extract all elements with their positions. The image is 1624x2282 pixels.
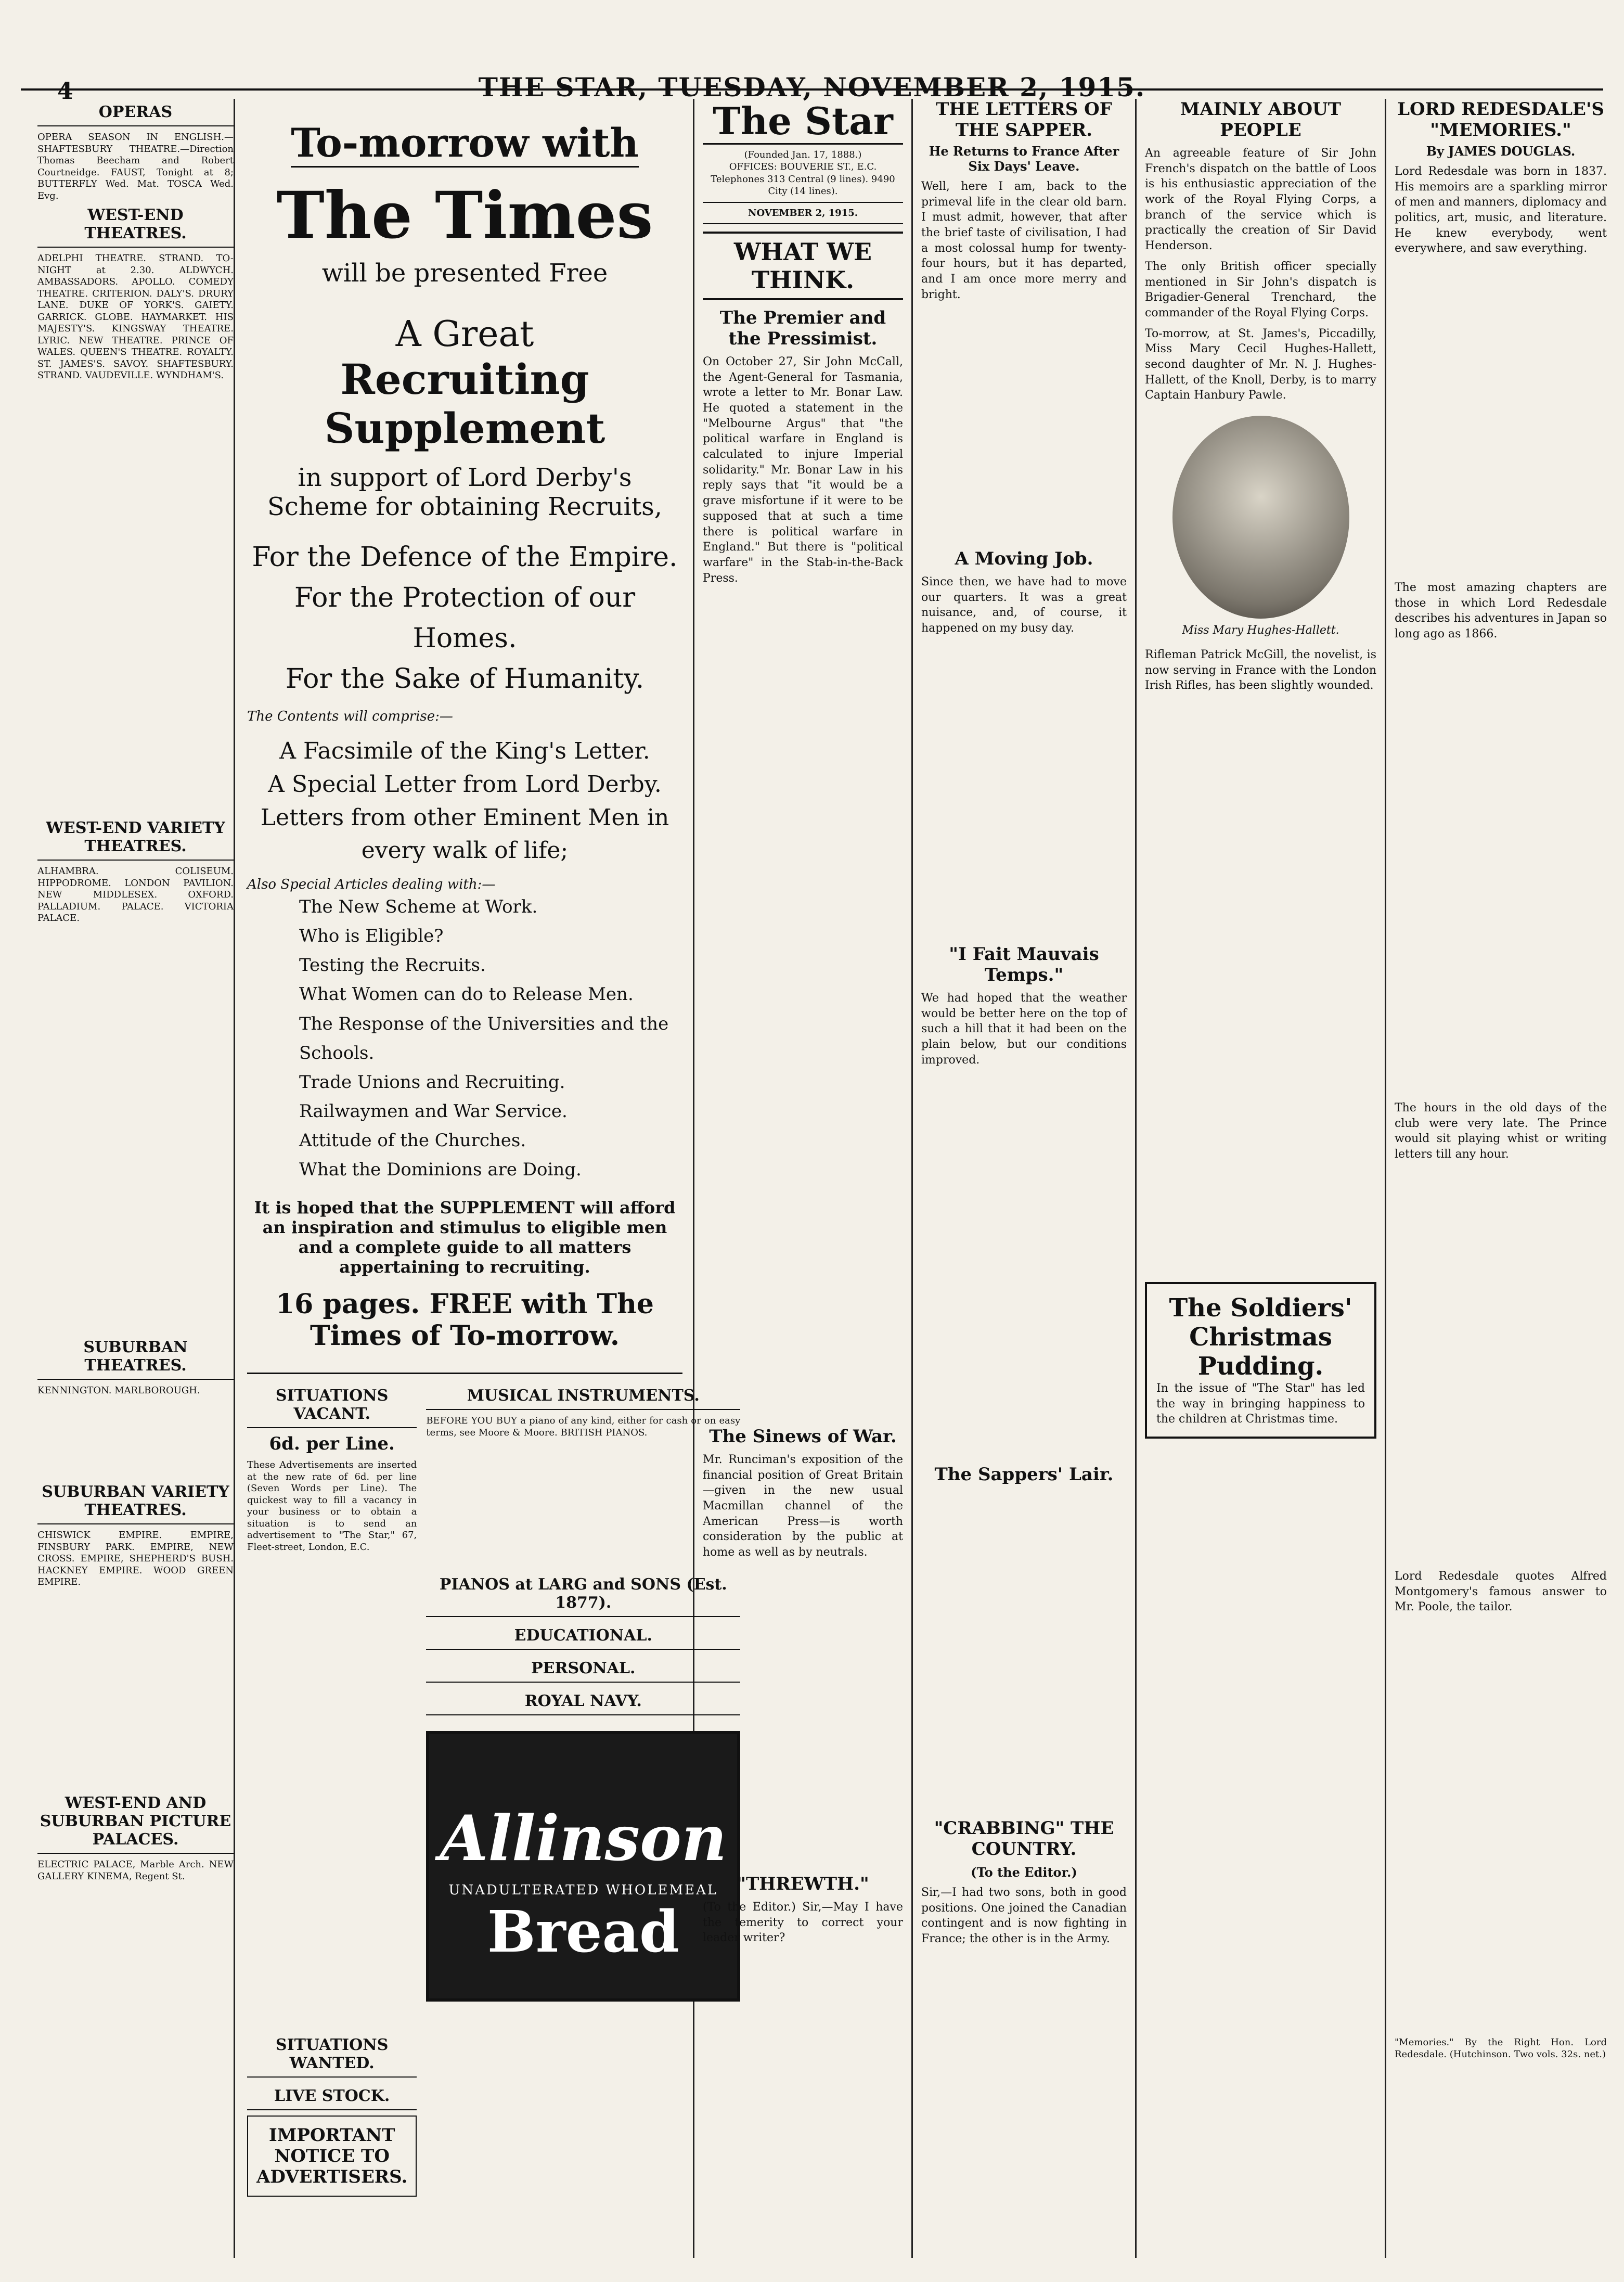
redesdale-title: LORD REDESDALE'S "MEMORIES." xyxy=(1397,99,1604,140)
situations-column xyxy=(247,1382,417,2202)
portrait-image xyxy=(1172,416,1349,619)
moving-job-heading: A Moving Job. xyxy=(955,548,1093,569)
for-line: For the Defence of the Empire. xyxy=(252,542,678,573)
sapper-column xyxy=(913,99,1137,2258)
moving-job-body: Since then, we have had to move our quarters. It was a great nuisance, and, of course, it happened on my busy day. xyxy=(921,575,1127,635)
pudding-title: The Soldiers' Christmas Pudding. xyxy=(1169,1293,1352,1381)
for-lines xyxy=(247,537,682,699)
contents-label: The Contents will comprise:— xyxy=(247,709,453,724)
mauvais-temps-body: We had hoped that the weather would be better here on the top of such a hill that it had been on the plain below, but our conditions improved. xyxy=(921,992,1127,1067)
allinson-bread-advert xyxy=(426,1731,740,2002)
crabbing-body: Sir,—I had two sons, both in good positions. One joined the Canadian contingent and is now fighting in France; the other is in the Army. xyxy=(921,1886,1127,1946)
pages-line: 16 pages. FREE with The Times of To-morrow. xyxy=(276,1288,654,1352)
offices: OFFICES: BOUVERIE ST., E.C. xyxy=(729,161,877,173)
misc-classifieds-column xyxy=(426,1382,740,2202)
sappers-lair-space xyxy=(921,1490,1127,1813)
portrait-caption: Miss Mary Hughes-Hallett. xyxy=(1182,624,1339,637)
times-advert xyxy=(247,99,682,1352)
contents-item: Letters from other Eminent Men in every walk of life; xyxy=(260,804,669,864)
pictures-text: ELECTRIC PALACE, Marble Arch. NEW GALLERY KINEMA, Regent St. xyxy=(37,1859,234,1882)
live-stock-heading: LIVE STOCK. xyxy=(247,2083,417,2110)
article-item: Trade Unions and Recruiting. xyxy=(299,1071,565,1093)
contents-item: A Facsimile of the King's Letter. xyxy=(279,738,650,764)
tomorrow-with: To-morrow with xyxy=(291,120,639,168)
mauvais-temps-heading: "I Fait Mauvais Temps." xyxy=(949,944,1099,985)
educational-heading: EDUCATIONAL. xyxy=(426,1622,740,1650)
sinews-subheading: The Sinews of War. xyxy=(709,1426,897,1447)
crabbing-heading: "CRABBING" THE COUNTRY. xyxy=(934,1818,1114,1860)
for-line: For the Sake of Humanity. xyxy=(285,663,645,695)
musical-text: BEFORE YOU BUY a piano of any kind, either for cash or on easy terms, see Moore & Moore. BRITISH PIANOS. xyxy=(426,1415,741,1438)
contents-list xyxy=(247,735,682,867)
situations-heading: SITUATIONS VACANT. xyxy=(247,1382,417,1428)
redesdale-column xyxy=(1386,99,1615,2258)
recruiting-supplement: Recruiting Supplement xyxy=(324,355,605,453)
what-we-think-heading: WHAT WE THINK. xyxy=(703,232,903,300)
classifieds xyxy=(247,1373,741,2202)
article-item: Testing the Recruits. xyxy=(299,955,486,976)
personal-heading: PERSONAL. xyxy=(426,1655,740,1683)
articles-list xyxy=(247,892,682,1184)
suburban-variety-heading: SUBURBAN VARIETY THEATRES. xyxy=(37,1479,234,1524)
redesdale-body-4: Lord Redesdale quotes Alfred Montgomery's famous answer to Mr. Poole, the tailor. xyxy=(1395,1570,1607,1614)
christmas-pudding-box xyxy=(1145,1282,1376,1439)
suburban-heading: SUBURBAN THEATRES. xyxy=(37,1334,234,1380)
founded: (Founded Jan. 17, 1888.) xyxy=(744,149,862,160)
article-item: Attitude of the Churches. xyxy=(299,1130,526,1151)
allinson-sub: UNADULTERATED WHOLEMEAL xyxy=(448,1882,718,1899)
star-info xyxy=(703,145,903,203)
pianos-heading: PIANOS at LARG and SONS (Est. 1877). xyxy=(426,1571,740,1617)
threwth-heading: "THREWTH." xyxy=(737,1873,869,1894)
page-number: 4 xyxy=(57,78,73,105)
redesdale-body-3: The hours in the old days of the club were very late. The Prince would sit playing whist or writing letters till any hour. xyxy=(1395,1101,1607,1161)
also-label: Also Special Articles dealing with:— xyxy=(247,877,496,893)
telephones: Telephones 313 Central (9 lines). 9490 City (14 lines). xyxy=(711,173,895,197)
people-body-4: Rifleman Patrick McGill, the novelist, is now serving in France with the London Irish Rifles, has been slightly wounded. xyxy=(1145,648,1376,693)
support-line: in support of Lord Derby's Scheme for obtaining Recruits, xyxy=(267,463,662,521)
people-body-2: The only British officer specially mentioned in Sir John's dispatch is Brigadier-General Trenchard, the commander of the Royal Flying Corps. xyxy=(1145,260,1376,319)
sapper-body: Well, here I am, back to the primeval life in the clear old barn. I must admit, however, that after the brief taste of civilisation, I had a most colossal hump for twenty-four hours, but it has departed, and I am once more merry and bright. xyxy=(921,180,1127,301)
musical-heading: MUSICAL INSTRUMENTS. xyxy=(426,1382,740,1410)
for-line: For the Protection of our Homes. xyxy=(294,582,636,654)
operas-heading: OPERAS xyxy=(37,99,234,126)
situations-text: These Advertisements are inserted at the new rate of 6d. per line (Seven Words per Line). The quickest way to fill a vacancy in your business or to obtain a situation is to send an advertisement to "The Star," 67, Fleet-street, London, E.C. xyxy=(247,1459,417,1553)
redesdale-body-1: Lord Redesdale was born in 1837. His memoirs are a sparkling mirror of men and manners, diplomacy and politics, art, music, and literature. He knew everybody, went everywhere, and saw everything. xyxy=(1395,165,1607,255)
times-advert-column xyxy=(237,99,741,2258)
pudding-body: In the issue of "The Star" has led the way in bringing happiness to the children at Christmas time. xyxy=(1156,1382,1365,1426)
important-notice: IMPORTANT NOTICE TO ADVERTISERS. xyxy=(247,2116,417,2197)
star-logo: The Star xyxy=(703,99,903,145)
allinson-bread: Bread xyxy=(487,1898,679,1966)
threwth-body: (To the Editor.) Sir,—May I have the temerity to correct your leader writer? xyxy=(703,1900,903,1945)
article-item: Who is Eligible? xyxy=(299,926,444,947)
theatre-listings-column xyxy=(37,99,235,2258)
people-body-3: To-morrow, at St. James's, Piccadilly, Miss Mary Cecil Hughes-Hallett, second daughter of Mr. N. J. Hughes-Hallett, of the Knoll, Derby, is to marry Captain Hanbury Pawle. xyxy=(1145,327,1376,402)
crabbing-subheading: (To the Editor.) xyxy=(971,1865,1077,1880)
masthead-title: THE STAR, TUESDAY, NOVEMBER 2, 1915. xyxy=(478,72,1146,102)
editorial-column xyxy=(694,99,913,2258)
article-item: The Response of the Universities and the Schools. xyxy=(299,1013,669,1063)
contents-item: A Special Letter from Lord Derby. xyxy=(268,771,662,798)
masthead xyxy=(21,10,1603,105)
sapper-title: THE LETTERS OF THE SAPPER. xyxy=(936,99,1112,140)
article-item: What the Dominions are Doing. xyxy=(299,1159,582,1181)
suburban-variety-text: CHISWICK EMPIRE. EMPIRE, FINSBURY PARK. EMPIRE, NEW CROSS. EMPIRE, SHEPHERD'S BUSH. HACKNEY EMPIRE. WOOD GREEN EMPIRE. xyxy=(37,1530,234,1587)
redesdale-footer: "Memories." By the Right Hon. Lord Redesdale. (Hutchinson. Two vols. 32s. net.) xyxy=(1395,2037,1607,2060)
westend-text: ADELPHI THEATRE. STRAND. TO-NIGHT at 2.30. ALDWYCH. AMBASSADORS. APOLLO. COMEDY THEATRE. CRITERION. DALY'S. DRURY LANE. DUKE OF YORK'S. GAIETY. GARRICK. GLOBE. HAYMARKET. HIS MAJESTY'S. KINGSWAY THEATRE. LYRIC. NEW THEATRE. PRINCE OF WALES. QUEEN'S THEATRE. ROYALTY. ST. JAMES'S. SAVOY. SHAFTESBURY. STRAND. VAUDEVILLE. WYNDHAM'S. xyxy=(37,253,234,381)
editorial-date: NOVEMBER 2, 1915. xyxy=(703,203,903,224)
article-item: Railwaymen and War Service. xyxy=(299,1100,568,1122)
situations-wanted-heading: SITUATIONS WANTED. xyxy=(247,2032,417,2078)
westend-heading: WEST-END THEATRES. xyxy=(37,202,234,248)
situations-price: 6d. per Line. xyxy=(269,1433,395,1455)
article-item: The New Scheme at Work. xyxy=(299,896,538,918)
allinson-brand: Allinson xyxy=(440,1802,727,1876)
people-body-1: An agreeable feature of Sir John French's dispatch on the battle of Loos is his enthusiastic appreciation of the work of the Royal Flying Corps, a branch of the service which is practically the creation of Sir David Henderson. xyxy=(1145,147,1376,253)
people-column xyxy=(1137,99,1386,2258)
times-logo: The Times xyxy=(276,178,653,253)
variety-heading: WEST-END VARIETY THEATRES. xyxy=(37,815,234,861)
royal-navy-heading: ROYAL NAVY. xyxy=(426,1688,740,1715)
redesdale-body-2: The most amazing chapters are those in which Lord Redesdale describes his adventures in Japan so long ago as 1866. xyxy=(1395,581,1607,641)
a-great: A Great xyxy=(395,314,534,355)
people-title: MAINLY ABOUT PEOPLE xyxy=(1180,99,1342,140)
sapper-subtitle: He Returns to France After Six Days' Leave. xyxy=(929,144,1119,174)
suburban-text: KENNINGTON. MARLBOROUGH. xyxy=(37,1385,200,1396)
sappers-lair-heading: The Sappers' Lair. xyxy=(934,1464,1114,1485)
variety-text: ALHAMBRA. COLISEUM. HIPPODROME. LONDON PAVILION. NEW MIDDLESEX. OXFORD. PALLADIUM. PALACE. VICTORIA PALACE. xyxy=(37,866,234,924)
premier-body: On October 27, Sir John McCall, the Agent-General for Tasmania, wrote a letter to Mr. Bonar Law. He quoted a statement in the "Melbourne Argus" that "the political warfare in England is calculated to injure Imperial solidarity." Mr. Bonar Law in his reply says that "it would be a grave misfortune if it were to be supposed that at such a time there is political warfare in England." But there is "political warfare" in the Stab-in-the-Back Press. xyxy=(703,355,903,585)
operas-text: OPERA SEASON IN ENGLISH.—SHAFTESBURY THEATRE.—Direction Thomas Beecham and Robert Courtneidge. FAUST, Tonight at 8; BUTTERFLY Wed. Mat. TOSCA Wed. Evg. xyxy=(37,132,234,201)
hope-text: It is hoped that the SUPPLEMENT will afford an inspiration and stimulus to eligible men and a complete guide to all matters appertaining to recruiting. xyxy=(254,1198,676,1277)
article-item: What Women can do to Release Men. xyxy=(299,984,634,1005)
pictures-heading: WEST-END AND SUBURBAN PICTURE PALACES. xyxy=(37,1790,234,1854)
sinews-body: Mr. Runciman's exposition of the financial position of Great Britain—given in the new usual Macmillan channel of the American Press—is worth consideration by the public at home as well as by neutrals. xyxy=(703,1453,903,1559)
premier-subheading: The Premier and the Pressimist. xyxy=(719,307,886,349)
presented-free: will be presented Free xyxy=(321,259,608,288)
redesdale-byline: By JAMES DOUGLAS. xyxy=(1426,144,1576,159)
